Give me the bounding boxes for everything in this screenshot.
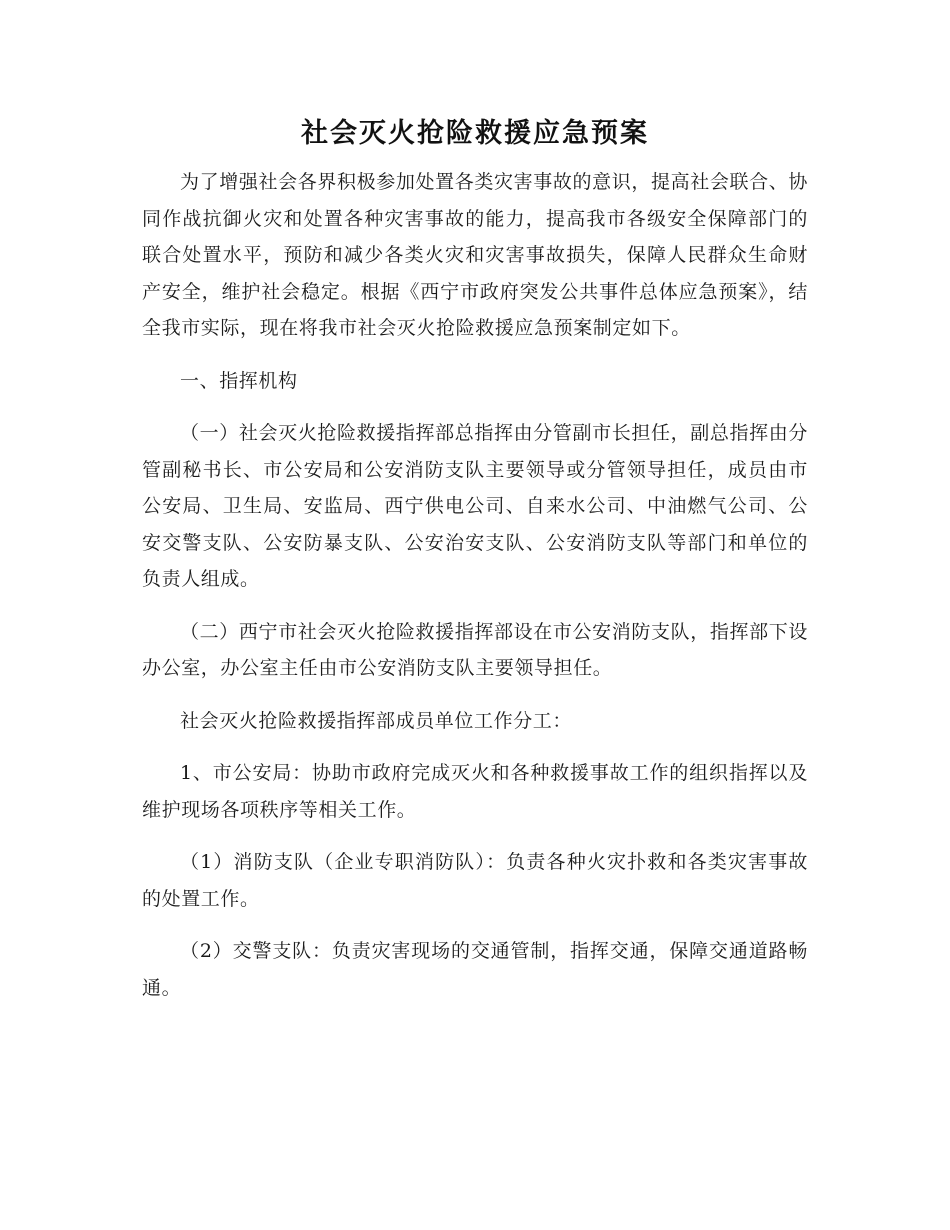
paragraph-command-composition: （一）社会灭火抢险救援指挥部总指挥由分管副市长担任，副总指挥由分管副秘书长、市公安局和公安消防支队主要领导或分管领导担任，成员由市公安局、卫生局、安监局、西宁供电公司、自来水公司、中油燃气公司、公安交警支队、公安防暴支队、公安治安支队、公安消防支队等部门和单位的负责人组成。 [142, 422, 808, 590]
document-body [142, 112, 808, 1006]
paragraph-command-office: （二）西宁市社会灭火抢险救援指挥部设在市公安消防支队，指挥部下设办公室，办公室主任由市公安消防支队主要领导担任。 [142, 620, 808, 679]
paragraph-public-security-bureau: 1、市公安局：协助市政府完成灭火和各种救援事故工作的组织指挥以及维护现场各项秩序等相关工作。 [142, 762, 808, 821]
paragraph-traffic-police: （2）交警支队：负责灾害现场的交通管制，指挥交通，保障交通道路畅通。 [142, 940, 808, 999]
intro-paragraph: 为了增强社会各界积极参加处置各类灾害事故的意识，提高社会联合、协同作战抗御火灾和处置各种灾害事故的能力，提高我市各级安全保障部门的联合处置水平，预防和减少各类火灾和灾害事故损失，保障人民群众生命财产安全，维护社会稳定。根据《西宁市政府突发公共事件总体应急预案》，结全我市实际，现在将我市社会灭火抢险救援应急预案制定如下。 [142, 171, 808, 339]
section-heading-command: 一、指挥机构 [180, 369, 298, 392]
document-title: 社会灭火抢险救援应急预案 [301, 118, 649, 149]
paragraph-fire-brigade: （1）消防支队（企业专职消防队）：负责各种火灾扑救和各类灾害事故的处置工作。 [142, 851, 808, 910]
paragraph-division-of-work: 社会灭火抢险救援指挥部成员单位工作分工： [180, 709, 573, 732]
